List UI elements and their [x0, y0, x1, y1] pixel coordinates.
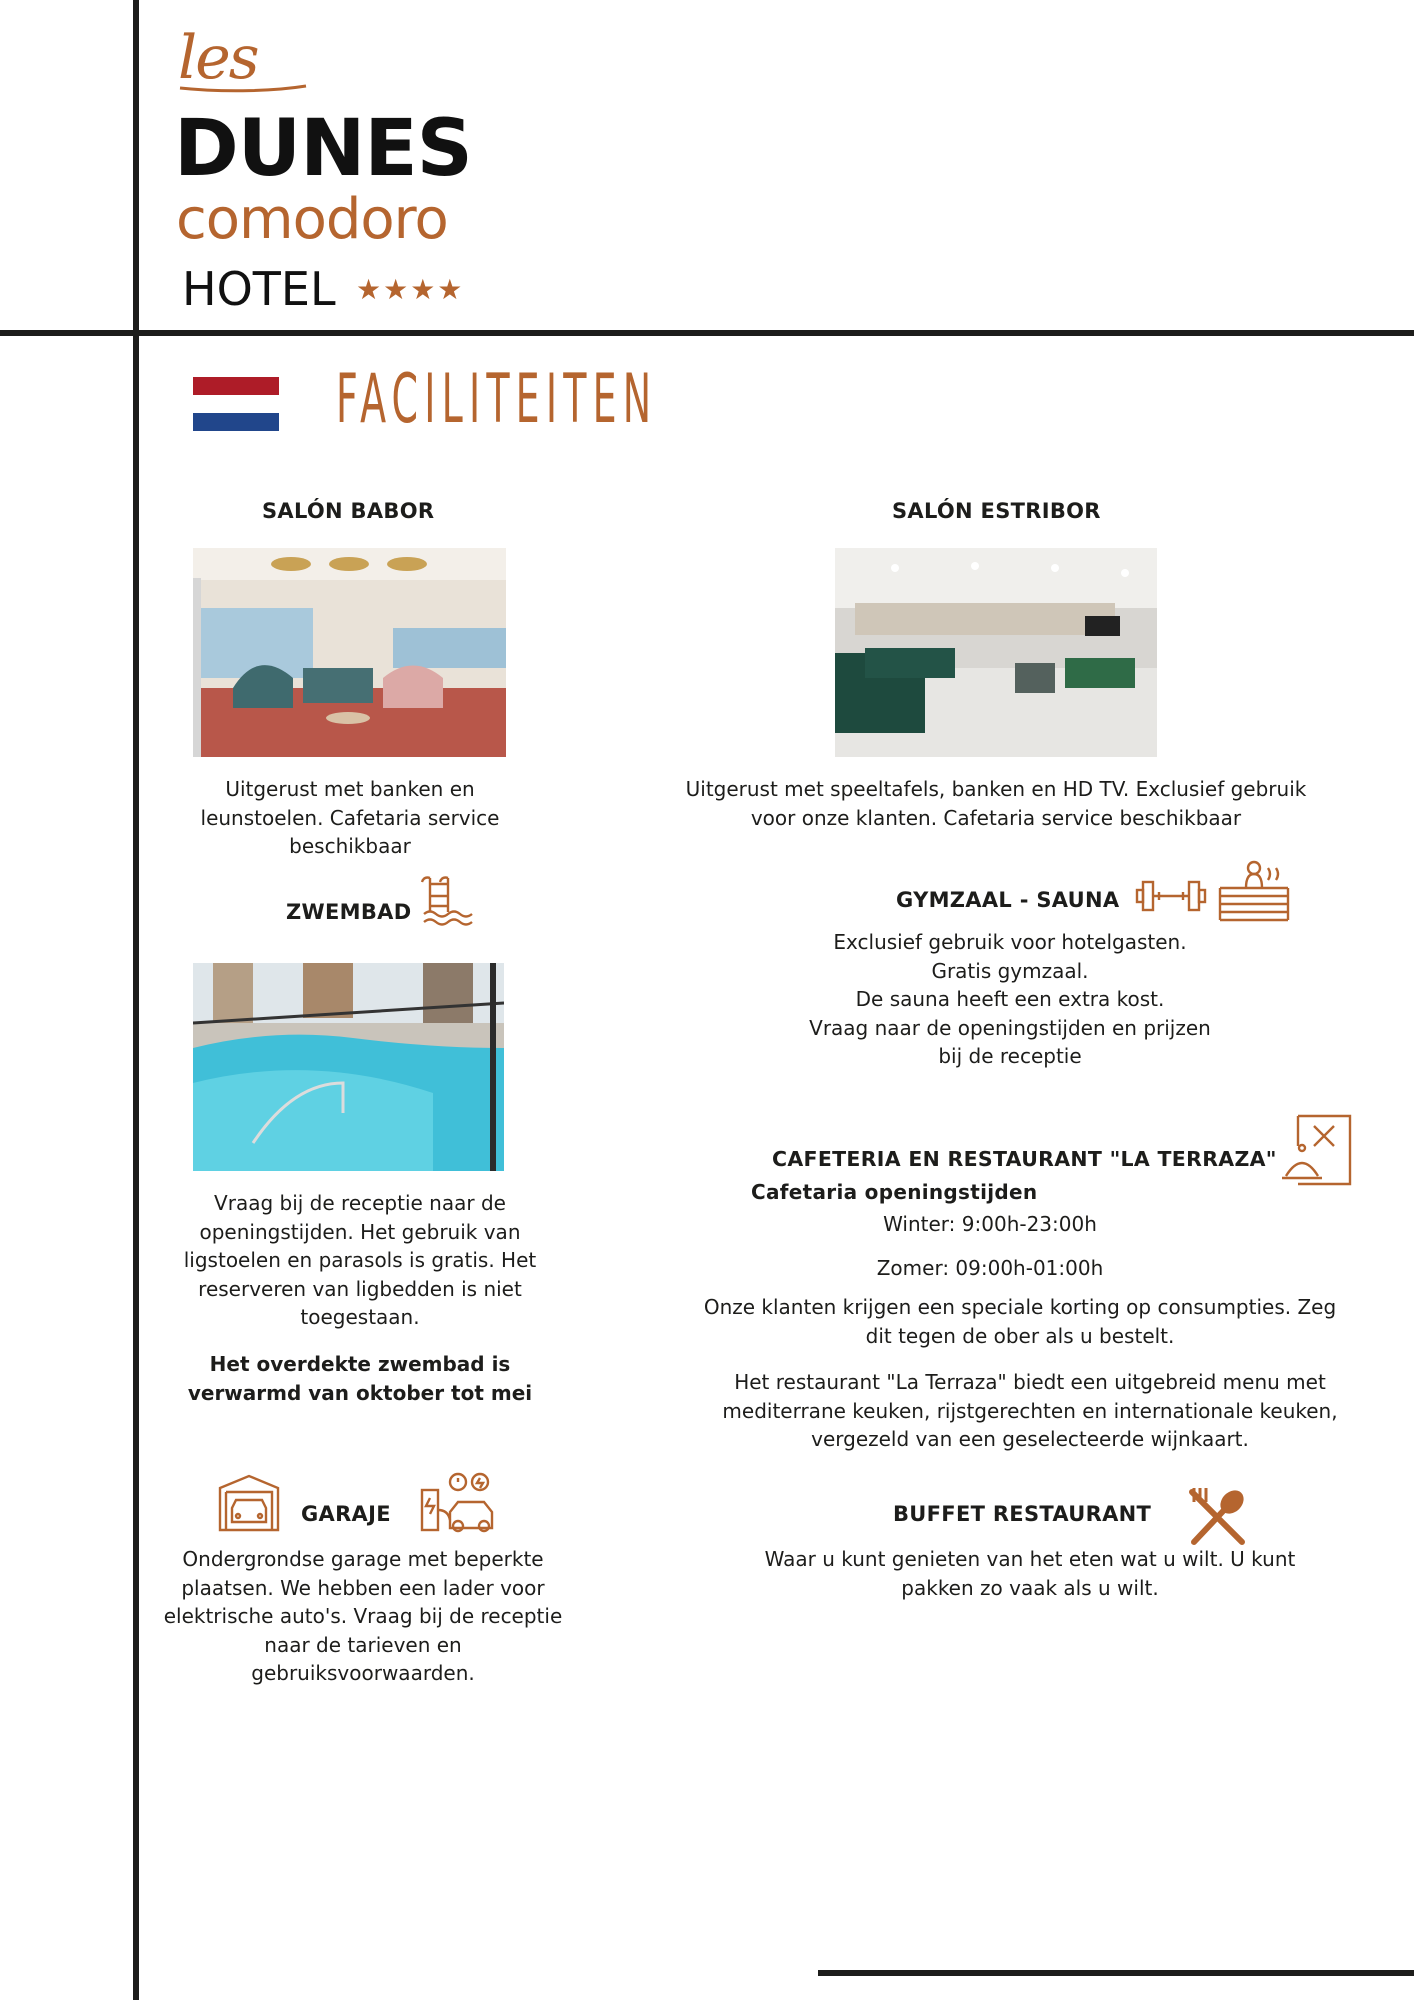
logo-hotel: HOTEL [182, 262, 336, 316]
sauna-icon [1216, 858, 1292, 922]
page-title: FACILITEITEN [336, 360, 658, 439]
gym-line: Vraag naar de openingstijden en prijzen [809, 1015, 1211, 1040]
cafeteria-summer-hours: Zomer: 09:00h-01:00h [876, 1256, 1104, 1280]
gym-sauna-title: GYMZAAL - SAUNA [896, 888, 1120, 912]
cafeteria-winter-hours: Winter: 9:00h-23:00h [883, 1212, 1097, 1236]
netherlands-flag-icon [193, 377, 279, 431]
cafeteria-discount-text: Onze klanten krijgen een speciale korting op consumpties. Zeg dit tegen de ober als u bestelt. [703, 1295, 1337, 1348]
logo-swash [178, 82, 308, 96]
swimming-pool-icon [420, 874, 476, 928]
restaurant-menu-icon [1278, 1112, 1354, 1186]
salon-estribor-photo [835, 548, 1157, 757]
buffet-title: BUFFET RESTAURANT [893, 1502, 1152, 1526]
garage-icon [218, 1474, 280, 1532]
zwembad-title: ZWEMBAD [286, 900, 412, 924]
logo-dunes: DUNES [174, 104, 472, 194]
zwembad-description: Vraag bij de receptie naar de openingstijden. Het gebruik van ligstoelen en parasols is gratis. Het reserveren van ligbedden is niet toegestaan. [183, 1191, 537, 1329]
fork-spoon-icon [1186, 1486, 1248, 1548]
ev-charger-icon [418, 1470, 496, 1534]
restaurant-description: Het restaurant "La Terraza" biedt een uitgebreid menu met mediterrane keuken, rijstgerechten en internationale keuken, vergezeld van een geselecteerde wijnkaart. [722, 1370, 1338, 1451]
gym-line: De sauna heeft een extra kost. [855, 987, 1165, 1011]
zwembad-heated-note: Het overdekte zwembad is verwarmd van oktober tot mei [187, 1352, 533, 1405]
salon-estribor-description: Uitgerust met speeltafels, banken en HD TV. Exclusief gebruik voor onze klanten. Cafetaria service beschikbaar [685, 777, 1307, 830]
gym-sauna-description [740, 928, 1280, 1071]
logo-les: les [178, 23, 258, 93]
cafeteria-hours-title: Cafetaria openingstijden [751, 1180, 1038, 1204]
swimming-pool-photo [193, 963, 504, 1171]
logo-comodoro: comodoro [176, 187, 448, 252]
salon-babor-title: SALÓN BABOR [262, 499, 435, 523]
salon-babor-photo [193, 548, 506, 757]
footer-line [818, 1970, 1414, 1976]
header-divider [0, 330, 1414, 336]
gym-line: bij de receptie [938, 1044, 1082, 1068]
salon-estribor-title: SALÓN ESTRIBOR [892, 499, 1101, 523]
logo-stars: ★★★★ [356, 273, 465, 306]
buffet-description: Waar u kunt genieten van het eten wat u wilt. U kunt pakken zo vaak als u wilt. [764, 1547, 1296, 1600]
salon-babor-description: Uitgerust met banken en leunstoelen. Cafetaria service beschikbaar [200, 777, 500, 858]
dumbbell-icon [1135, 876, 1207, 916]
left-border-line [133, 0, 139, 2000]
cafeteria-title: CAFETERIA EN RESTAURANT "LA TERRAZA" [772, 1147, 1277, 1171]
gym-line: Gratis gymzaal. [931, 958, 1089, 983]
gym-line: Exclusief gebruik voor hotelgasten. [833, 930, 1187, 954]
garage-title: GARAJE [301, 1502, 391, 1526]
garage-description: Ondergrondse garage met beperkte plaatsen. We hebben een lader voor elektrische auto's. Vraag bij de receptie naar de tarieven en gebruiksvoorwaarden. [163, 1547, 563, 1685]
